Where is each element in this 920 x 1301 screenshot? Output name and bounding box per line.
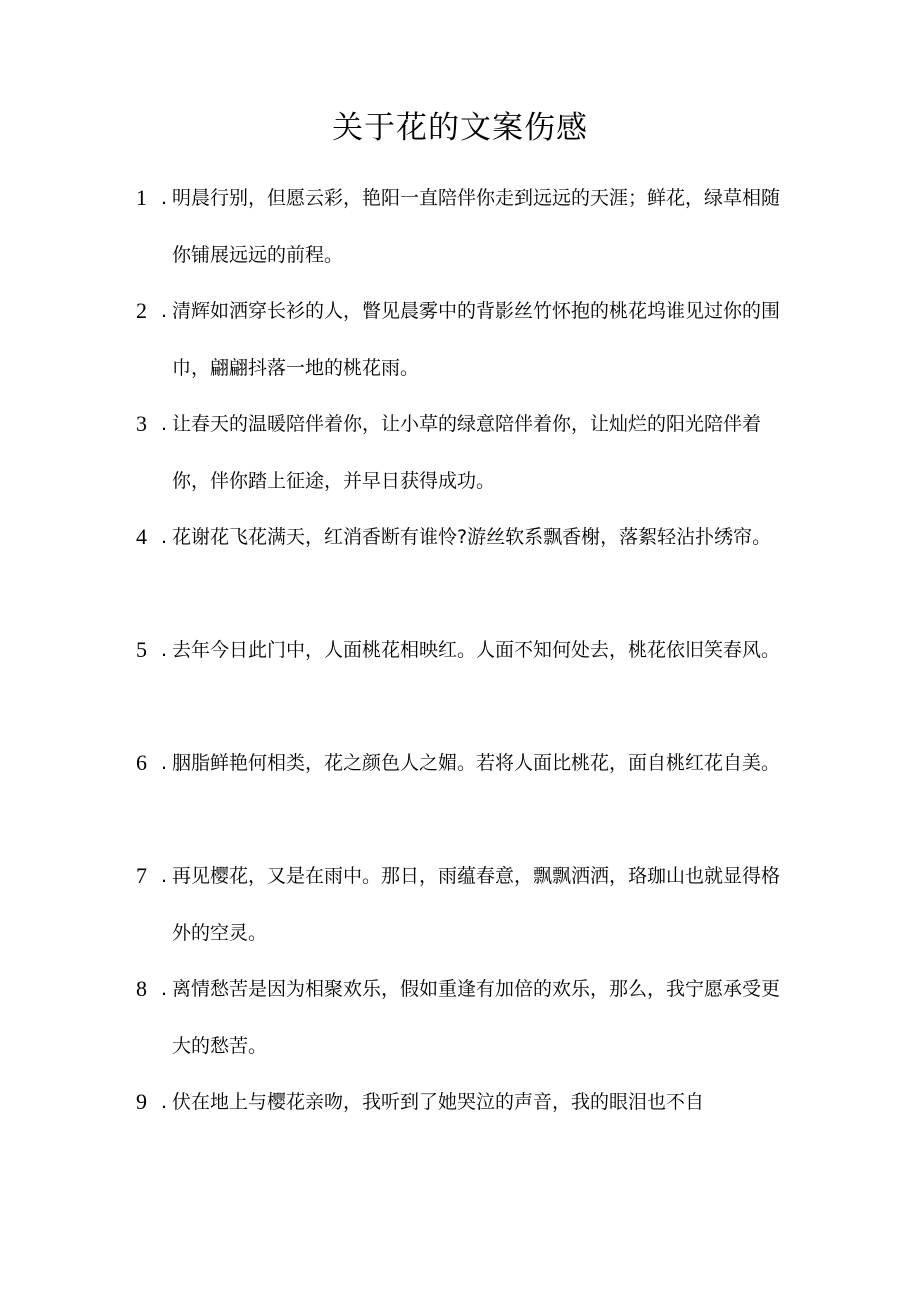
item-number: 1 (136, 185, 147, 210)
item-text: 胭脂鲜艳何相类，花之颜色人之媚。若将人面比桃花，面自桃红花自美。 (172, 752, 781, 774)
document-title: 关于花的文案伤感 (332, 110, 588, 146)
list-item (136, 178, 796, 291)
item-dot: . (161, 187, 168, 209)
item-dot: . (161, 413, 168, 435)
item-text: 离情愁苦是因为相聚欢乐，假如重逢有加倍的欢乐，那么，我宁愿承受更大的愁苦。 (172, 978, 781, 1057)
item-number: 7 (136, 863, 147, 888)
item-number: 8 (136, 976, 147, 1001)
item-dot: . (161, 1091, 168, 1113)
item-text: 伏在地上与樱花亲吻，我听到了她哭泣的声音，我的眼泪也不自 (172, 1091, 705, 1113)
item-text: 明晨行别，但愿云彩，艳阳一直陪伴你走到远远的天涯；鲜花，绿草相随你铺展远远的前程。 (172, 187, 781, 266)
item-dot: . (161, 526, 168, 548)
item-text: 清辉如洒穿长衫的人，瞥见晨雾中的背影丝竹怀抱的桃花坞谁见过你的围巾，翩翩抖落一地的桃花雨。 (172, 300, 781, 379)
numbered-list (136, 178, 796, 1195)
item-number: 4 (136, 524, 147, 549)
item-dot: . (161, 300, 168, 322)
list-item (136, 291, 796, 404)
list-item (136, 630, 796, 743)
item-dot: . (161, 865, 168, 887)
list-item (136, 1082, 796, 1195)
item-dot: . (161, 752, 168, 774)
item-text: 再见樱花，又是在雨中。那日，雨蕴春意，飘飘洒洒，珞珈山也就显得格外的空灵。 (172, 865, 781, 944)
item-text: 让春天的温暖陪伴着你，让小草的绿意陪伴着你，让灿烂的阳光陪伴着你，伴你踏上征途，并早日获得成功。 (172, 413, 762, 492)
item-number: 3 (136, 411, 147, 436)
list-item (136, 856, 796, 969)
list-item (136, 517, 796, 630)
item-dot: . (161, 639, 168, 661)
item-number: 2 (136, 298, 147, 323)
list-item (136, 743, 796, 856)
list-item (136, 404, 796, 517)
item-text: 花谢花飞花满天，红消香断有谁怜?游丝软系飘香榭，落絮轻沾扑绣帘。 (172, 526, 772, 548)
list-item (136, 969, 796, 1082)
item-dot: . (161, 978, 168, 1000)
item-number: 5 (136, 637, 147, 662)
item-number: 9 (136, 1089, 147, 1114)
item-text: 去年今日此门中，人面桃花相映红。人面不知何处去，桃花依旧笑春风。 (172, 639, 781, 661)
item-number: 6 (136, 750, 147, 775)
